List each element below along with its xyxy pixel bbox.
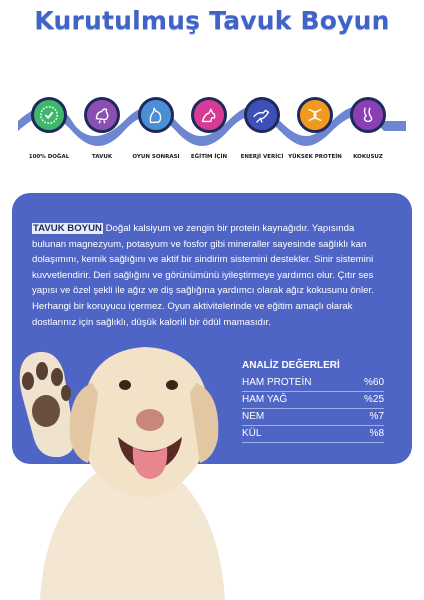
- analysis-name: HAM YAĞ: [242, 394, 288, 405]
- badge-label-odorless: KOKUSUZ: [353, 154, 383, 160]
- analysis-name: KÜL: [242, 428, 262, 439]
- analysis-value: %25: [363, 394, 384, 405]
- description-text: Doğal kalsiyum ve zengin bir protein kaynağıdır. Yapısında bulunan magnezyum, potasyum ve fosfor gibi mineraller sayesinde sağlıklı kan dolaşımını, kemik sağlığını ve aktif bir sindirim sistemini destekler. Sinir sistemini kuvvetlendirir. Deri sağlığını ve görünümünü iyileştirmeye yardımcı olur. Çıtır ses yapısı ve özel şekli ile ağız ve diş sağlığına yardımcı olarak ağız kokusunu önler. Herhangi bir koruyucu içermez. Oyun aktivitelerinde ve eğitim amaçlı olarak dostlarınız için sağlıklı, düşük kalorili bir ödül mamasıdır.: [32, 223, 374, 328]
- analysis-row: [242, 375, 384, 392]
- protein-dna-icon: [297, 97, 333, 133]
- analysis-value: %60: [363, 377, 384, 388]
- analysis-table: [242, 360, 384, 443]
- chicken-icon: [84, 97, 120, 133]
- analysis-row: [242, 392, 384, 409]
- analysis-value: %8: [369, 428, 384, 439]
- training-dog-icon: [191, 97, 227, 133]
- running-dog-icon: [244, 97, 280, 133]
- badge-label-energy: ENERJİ VERİCİ: [240, 154, 284, 160]
- badge-label-training: EĞİTİM İÇİN: [190, 154, 228, 160]
- badge-label-after-play: OYUN SONRASI: [132, 154, 180, 160]
- analysis-heading: ANALİZ DEĞERLERİ: [242, 360, 340, 371]
- analysis-value: %7: [369, 411, 384, 422]
- analysis-row: [242, 426, 384, 443]
- analysis-name: HAM PROTEİN: [242, 377, 312, 388]
- nose-icon: [350, 97, 386, 133]
- badge-label-natural: 100% DOĞAL: [28, 154, 70, 160]
- badge-label-chicken: TAVUK: [91, 154, 113, 160]
- natural-seal-icon: [31, 97, 67, 133]
- description-highlight: TAVUK BOYUN: [33, 223, 102, 234]
- dog-cat-icon: [138, 97, 174, 133]
- product-description: [32, 221, 390, 330]
- dog-image: [0, 325, 240, 600]
- analysis-name: NEM: [242, 411, 265, 422]
- page-title: Kurutulmuş Tavuk Boyun: [34, 6, 390, 35]
- badge-label-protein: YÜKSEK PROTEİN: [288, 154, 342, 160]
- analysis-row: [242, 409, 384, 426]
